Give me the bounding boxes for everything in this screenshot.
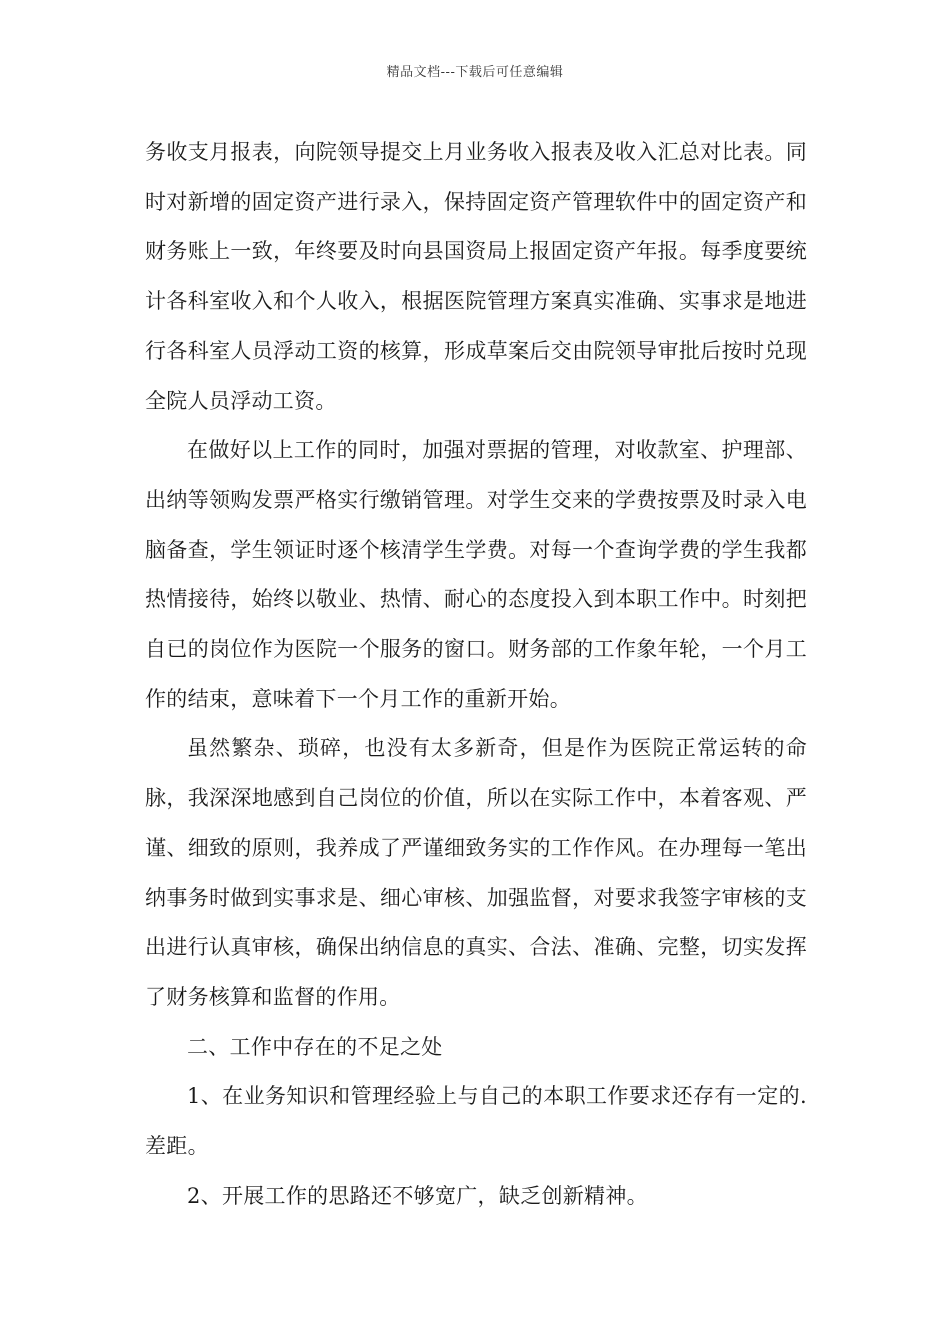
list-item-shortcoming-1: 1、在业务知识和管理经验上与自己的本职工作要求还存有一定的.差距。 bbox=[145, 1084, 807, 1159]
paragraph-work-attitude: 虽然繁杂、琐碎，也没有太多新奇，但是作为医院正常运转的命脉，我深深地感到自己岗位的价值，所以在实际工作中，本着客观、严谨、细致的原则，我养成了严谨细致务实的工作作风。在办理每一笔出纳事务时做到实事求是、细心审核、加强监督，对要求我签字审核的支出进行认真审核，确保出纳信息的真实、合法、准确、完整，切实发挥了财务核算和监督的作用。 bbox=[145, 736, 807, 1009]
paragraph-finance-reports: 务收支月报表，向院领导提交上月业务收入报表及收入汇总对比表。同时对新增的固定资产进行录入，保持固定资产管理软件中的固定资产和财务账上一致，年终要及时向县国资局上报固定资产年报。每季度要统计各科室收入和个人收入，根据医院管理方案真实准确、实事求是地进行各科室人员浮动工资的核算，形成草案后交由院领导审批后按时兑现全院人员浮动工资。 bbox=[145, 140, 807, 413]
section-heading-shortcomings: 二、工作中存在的不足之处 bbox=[187, 1034, 443, 1059]
page-header: 精品文档---下载后可任意编辑 bbox=[386, 65, 564, 80]
list-item-shortcoming-2: 2、开展工作的思路还不够宽广，缺乏创新精神。 bbox=[187, 1183, 648, 1208]
paragraph-receipt-management: 在做好以上工作的同时，加强对票据的管理，对收款室、护理部、出纳等领购发票严格实行缴销管理。对学生交来的学费按票及时录入电脑备查，学生领证时逐个核清学生学费。对每一个查询学费的学生我都热情接待，始终以敬业、热情、耐心的态度投入到本职工作中。时刻把自已的岗位作为医院一个服务的窗口。财务部的工作象年轮，一个月工作的结束，意味着下一个月工作的重新开始。 bbox=[145, 438, 807, 711]
document-body bbox=[145, 128, 807, 1221]
